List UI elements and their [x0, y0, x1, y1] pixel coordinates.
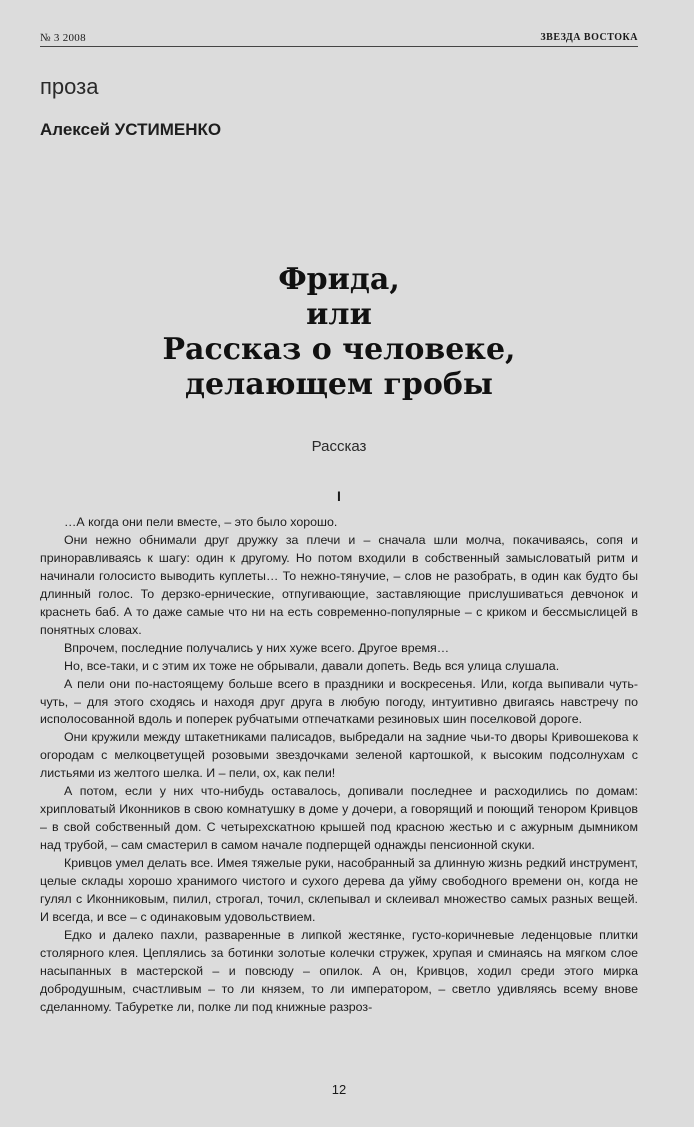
- title-line: делающем гробы: [185, 367, 493, 402]
- chapter-number: I: [337, 488, 341, 504]
- paragraph: Они кружили между штакетниками палисадов, выбредали на задние чьи-то дворы Кривошекова к огородам с мелкоцветущей розовыми звездочками зеленой картошкой, к высоким подсолнухам с листьями из желтого шелка. И – пели, ох, как пели!: [40, 730, 638, 781]
- running-header: [40, 30, 638, 47]
- story-body: [40, 514, 638, 1017]
- title-line: Фрида,: [278, 262, 400, 297]
- genre-label: Рассказ: [311, 438, 367, 455]
- section-label: проза: [40, 74, 99, 99]
- paragraph: Они нежно обнимали друг дружку за плечи и – сначала шли молча, покачиваясь, сопя и приноравливаясь к шагу: один к другому. Но потом входили в собственный замысловатый ритм и начинали голосисто выводить куплеты… То нежно-тянучие, – слов не разобрать, в один как будто бы длинный голос. То дерзко-ернические, отпугивающие, заставляющие прислушиваться девчонок и краснеть баб. А то даже самые что ни на есть современно-популярные – с криком и бессмыслицей в понятных словах.: [40, 532, 638, 637]
- paragraph: Но, все-таки, и с этим их тоже не обрывали, давали допеть. Ведь вся улица слушала.: [64, 658, 560, 673]
- author-name: Алексей УСТИМЕНКО: [40, 120, 222, 139]
- paragraph: Едко и далеко пахли, разваренные в липкой жестянке, густо-коричневые леденцовые плитки столярного клея. Цеплялись за ботинки золотые колечки стружек, хрупая и сминаясь на мягком слое насыпанных в мастерской – и повсюду – опилок. А он, Кривцов, ходил среди этого мирка добродушным, счастливым – то ли князем, то ли императором, – светло удивляясь всему внове сделанному. Табуретке ли, полке ли под книжные разроз-: [40, 927, 638, 1014]
- page-number: 12: [331, 1082, 347, 1097]
- paragraph: Кривцов умел делать все. Имея тяжелые руки, насобранный за длинную жизнь редкий инструмент, целые склады хорошо хранимого чистого и сухого дерева да уйму свободного времени он, когда не гулял с Иконниковым, пилил, строгал, точил, склепывал и склеивал множество самых разных вещей. И всегда, и все – с одинаковым удовольствием.: [40, 856, 638, 924]
- title-line: или: [306, 297, 372, 332]
- paragraph: …А когда они пели вместе, – это было хорошо.: [64, 515, 338, 529]
- story-title: [40, 262, 638, 402]
- title-line: Рассказ о человеке,: [162, 332, 516, 367]
- journal-name: ЗВЕЗДА ВОСТОКА: [540, 32, 638, 43]
- issue-number: № 3 2008: [40, 32, 86, 44]
- paragraph: А потом, если у них что-нибудь оставалось, допивали последнее и расходились по домам: хрипловатый Иконников в свою комнатушку в доме у дочери, а говорящий и поющий тенором Кривцов – в свой собственный дом. С четырехскатною крышей под красною жестью и с ажурным дымником над трубой, – сам смастерил в самом начале подперщей однажды пенсионной скуки.: [40, 784, 638, 853]
- paragraph: Впрочем, последние получались у них хуже всего. Другое время…: [64, 640, 450, 655]
- paragraph: А пели они по-настоящему больше всего в праздники и воскресенья. Или, когда выпивали чуть-чуть, – для этого сходясь и находя друг друга в любую погоду, интуитивно двигаясь навстречу по исполосованной вдоль и поперек рубчатыми отпечатками резиновых шин поселковой дороге.: [40, 676, 638, 727]
